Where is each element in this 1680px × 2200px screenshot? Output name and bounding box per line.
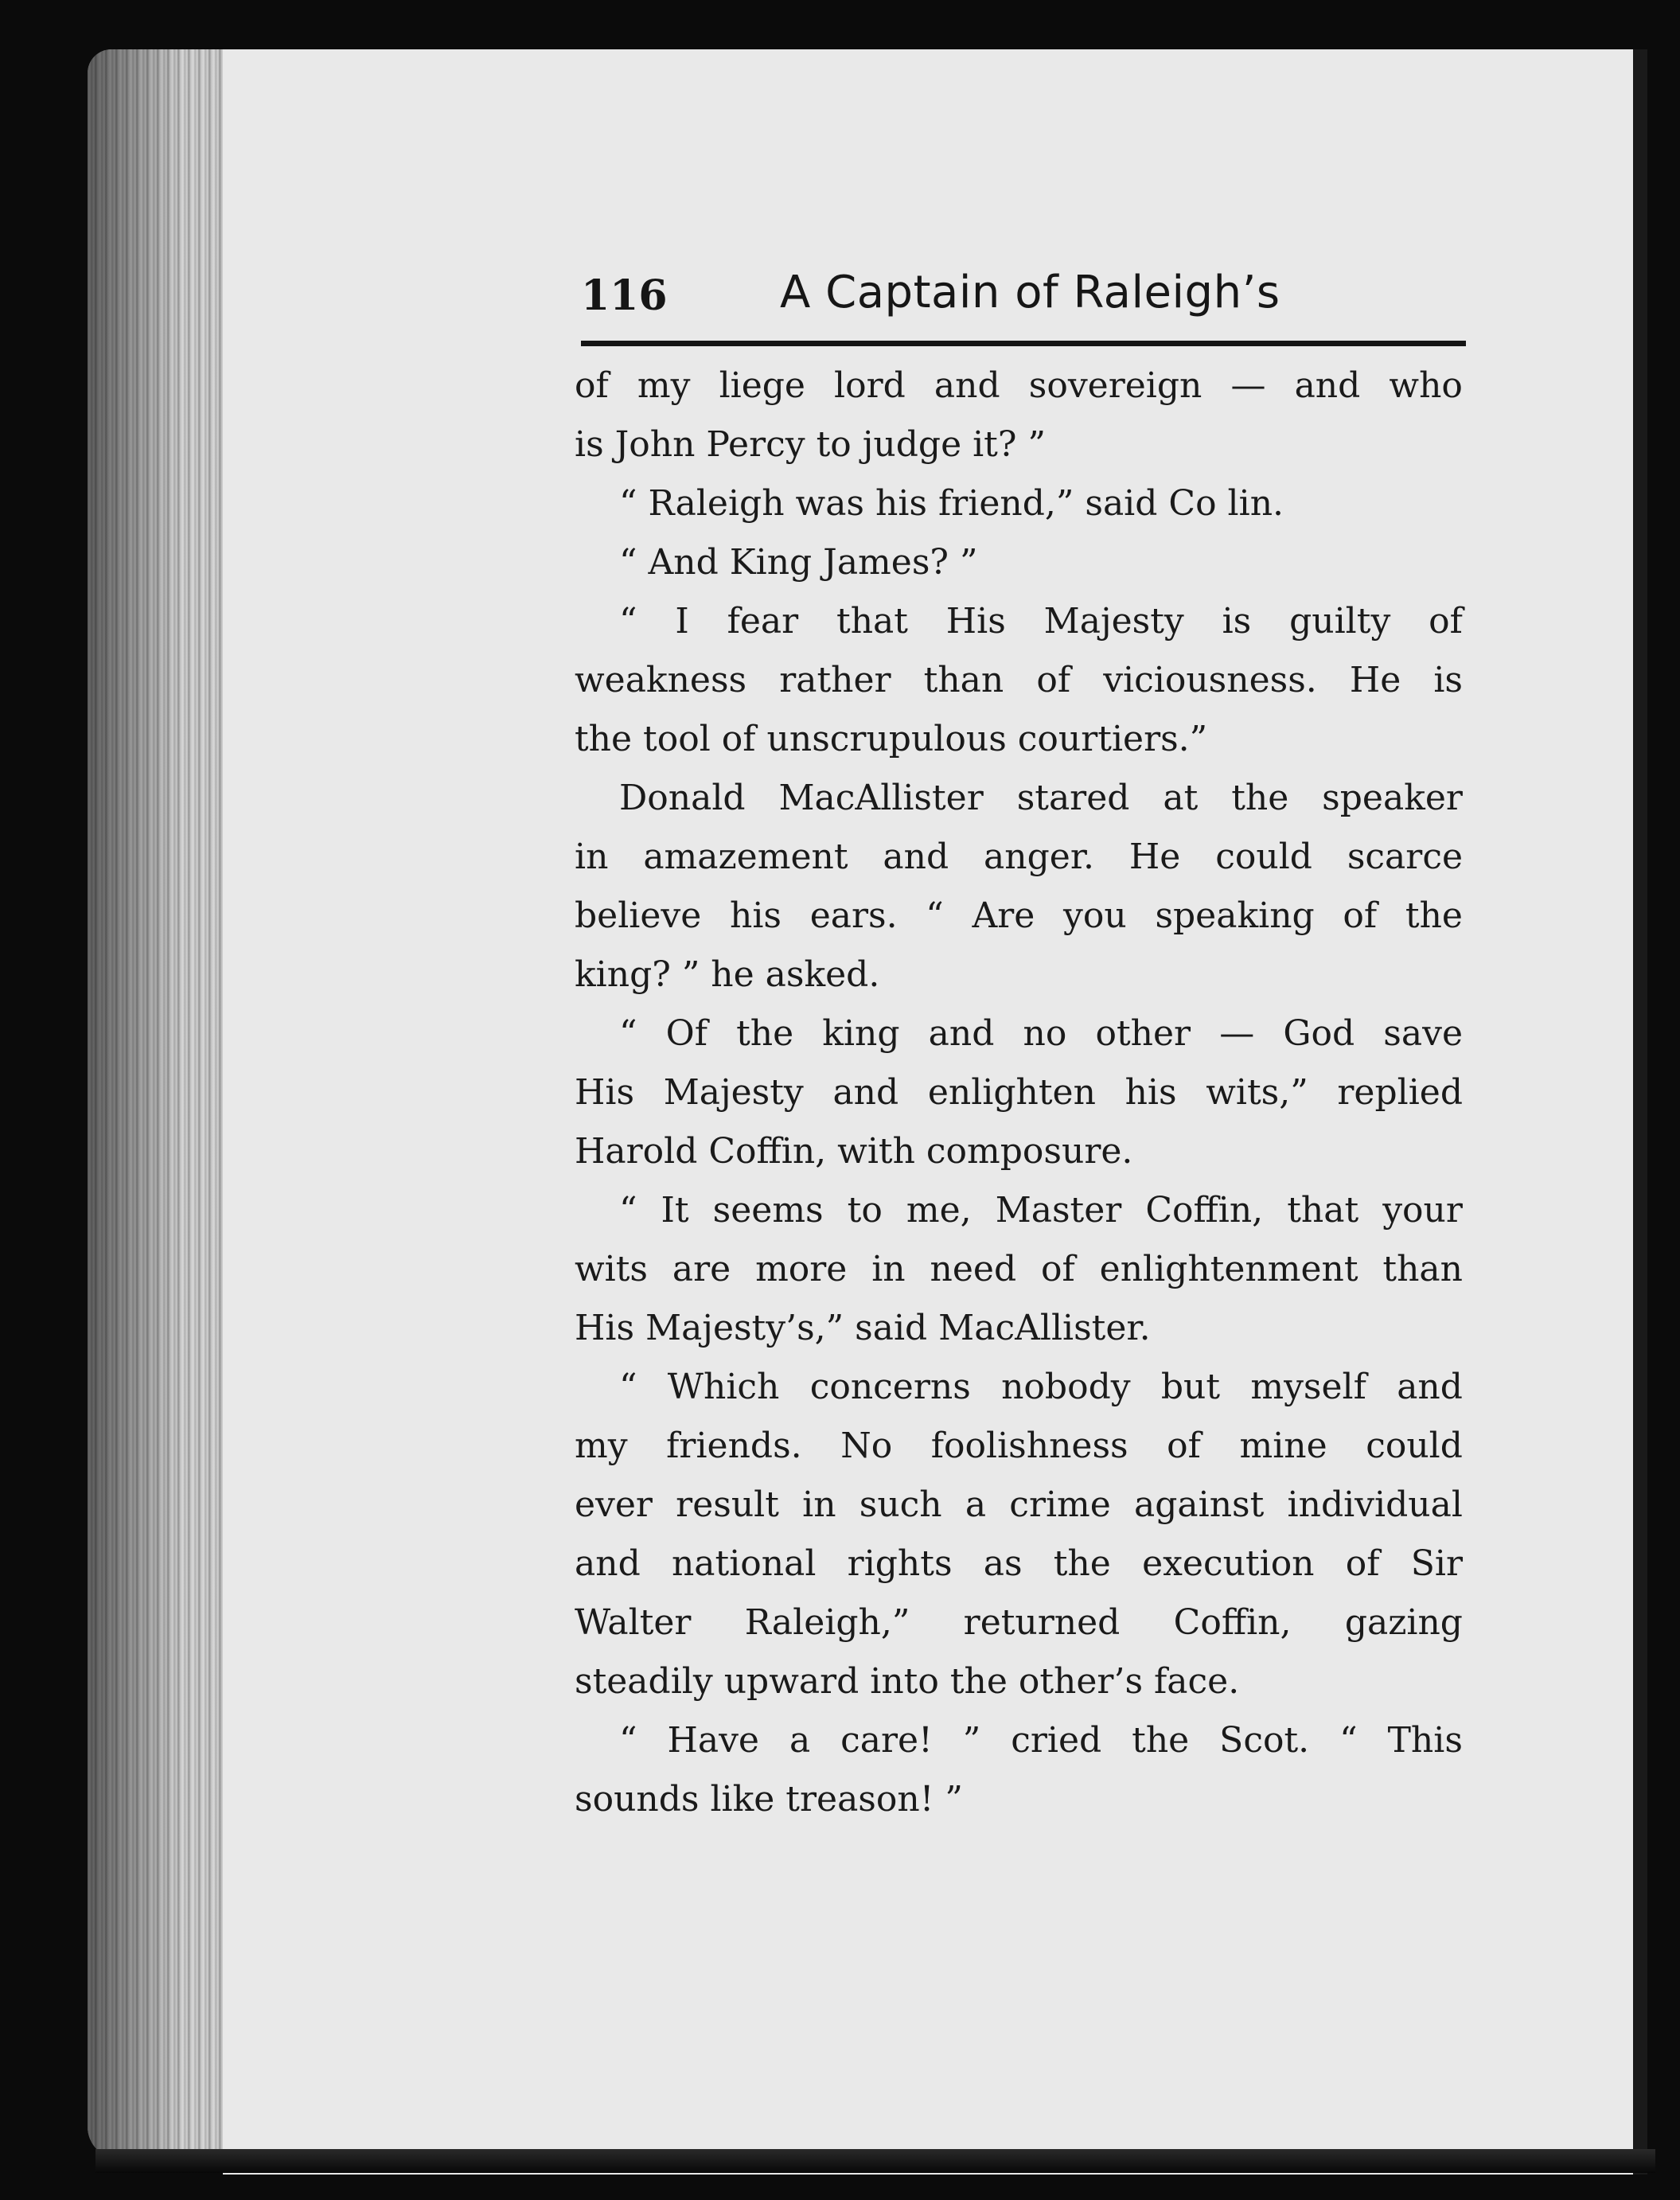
- page-number: 116: [581, 271, 668, 320]
- text-line: and national rights as the execution of Sir: [575, 1543, 1463, 1584]
- text-line: His Majesty and enlighten his wits,” replied: [575, 1072, 1463, 1113]
- text-line: of my liege lord and sovereign — and who: [575, 365, 1463, 406]
- page-edge-shadow: [88, 49, 183, 2159]
- text-line: “ I fear that His Majesty is guilty of: [619, 601, 1463, 642]
- header-rule: [581, 341, 1466, 346]
- text-line: Donald MacAllister stared at the speaker: [619, 778, 1463, 818]
- text-line: Walter Raleigh,” returned Coffin, gazing: [575, 1602, 1463, 1643]
- text-line: weakness rather than of viciousness. He is: [575, 660, 1463, 700]
- running-head: A Captain of Raleigh’s: [780, 267, 1280, 318]
- text-line: “ Raleigh was his friend,” said Co lin.: [619, 483, 1284, 524]
- text-line: “ Which concerns nobody but myself and: [619, 1367, 1463, 1407]
- body-text: [575, 357, 1463, 1829]
- text-line: king? ” he asked.: [575, 954, 880, 995]
- page-header: [581, 267, 1466, 338]
- text-line: “ It seems to me, Master Coffin, that your: [619, 1190, 1463, 1231]
- text-line: “ Of the king and no other — God save: [619, 1013, 1463, 1054]
- text-line: in amazement and anger. He could scarce: [575, 837, 1463, 877]
- text-line: “ Have a care! ” cried the Scot. “ This: [619, 1720, 1463, 1761]
- text-line: the tool of unscrupulous courtiers.”: [575, 719, 1208, 759]
- text-line: believe his ears. “ Are you speaking of the: [575, 895, 1463, 936]
- text-line: sounds like treason! ”: [575, 1779, 963, 1820]
- text-line: His Majesty’s,” said MacAllister.: [575, 1308, 1151, 1348]
- text-line: wits are more in need of enlightenment than: [575, 1249, 1463, 1289]
- text-line: ever result in such a crime against individual: [575, 1484, 1463, 1525]
- page-bottom-edge: [95, 2149, 1655, 2173]
- text-line: steadily upward into the other’s face.: [575, 1661, 1240, 1702]
- text-line: “ And King James? ”: [619, 542, 978, 583]
- text-line: Harold Coffin, with composure.: [575, 1131, 1133, 1172]
- text-line: is John Percy to judge it? ”: [575, 424, 1046, 465]
- text-line: my friends. No foolishness of mine could: [575, 1426, 1463, 1466]
